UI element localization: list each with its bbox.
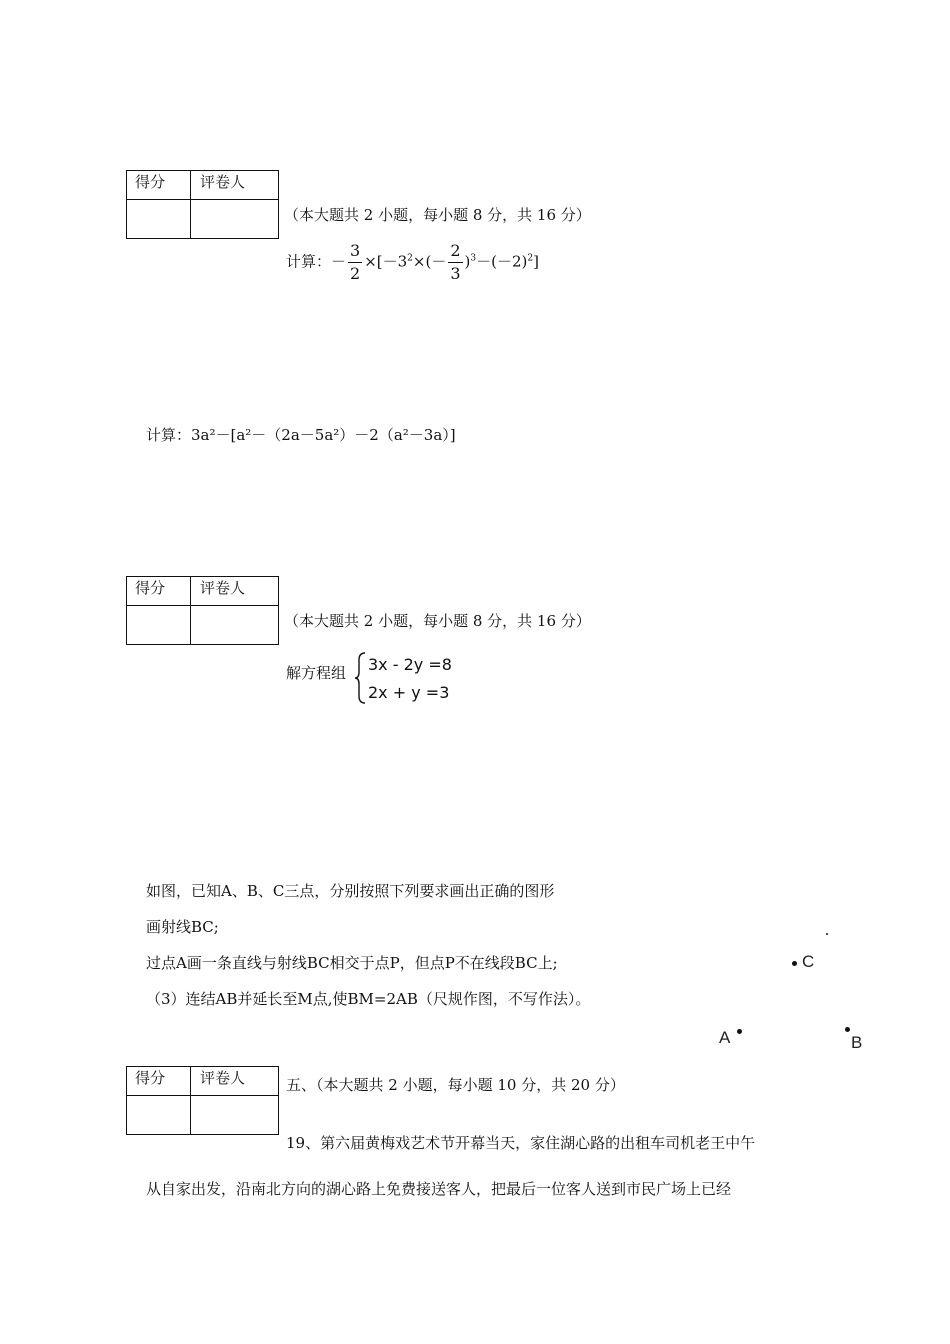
geometry-step-3: （3）连结AB并延长至M点,使BM=2AB（尺规作图，不写作法）。 xyxy=(146,990,591,1008)
score-cell[interactable] xyxy=(127,606,191,645)
geometry-intro: 如图，已知A、B、C三点，分别按照下列要求画出正确的图形 xyxy=(146,882,555,900)
fraction-denominator: 3 xyxy=(450,264,461,283)
score-header: 得分 xyxy=(127,171,191,200)
fraction-3-2 xyxy=(348,240,362,285)
fraction-numerator: 2 xyxy=(448,240,462,263)
geometry-step-2: 过点A画一条直线与射线BC相交于点P，但点P不在线段BC上; xyxy=(146,954,558,972)
score-header: 得分 xyxy=(127,577,191,606)
question-calc-1 xyxy=(286,240,539,285)
q1-exponent: 2 xyxy=(407,253,413,264)
fraction-2-3 xyxy=(448,240,462,285)
stray-mark xyxy=(826,933,828,935)
grader-cell[interactable] xyxy=(191,1096,279,1135)
point-b-dot xyxy=(845,1027,850,1032)
q1-prefix: 计算：－ xyxy=(286,252,347,271)
q1-mid3: ) xyxy=(464,252,471,271)
q1-tail: －(－2) xyxy=(476,252,528,271)
q1-end: ] xyxy=(533,252,539,271)
point-c-label: C xyxy=(802,952,815,971)
geometry-step-1: 画射线BC; xyxy=(146,918,219,936)
q1-mid2: ×(－ xyxy=(412,252,447,271)
grader-header: 评卷人 xyxy=(191,1067,279,1096)
score-cell[interactable] xyxy=(127,1096,191,1135)
grader-cell[interactable] xyxy=(191,606,279,645)
question-calc-2: 计算：3a²－[a²－（2a－5a²）－2（a²－3a）] xyxy=(146,426,456,444)
equation-system-label: 解方程组 xyxy=(286,664,347,682)
equation-2: 2x + y =3 xyxy=(368,683,450,702)
point-b-label: B xyxy=(851,1033,863,1052)
grader-header: 评卷人 xyxy=(191,577,279,606)
score-header: 得分 xyxy=(127,1067,191,1096)
q1-exponent: 2 xyxy=(527,253,534,264)
brace-icon xyxy=(355,652,367,704)
point-a-label: A xyxy=(719,1028,731,1047)
fraction-denominator: 2 xyxy=(350,264,361,283)
score-table-1 xyxy=(126,170,279,239)
q1-mid: ×[－3 xyxy=(364,252,408,271)
problem-19-line-1: 19、第六届黄梅戏艺术节开幕当天，家住湖心路的出租车司机老王中午 xyxy=(286,1134,756,1152)
q1-exponent: 3 xyxy=(470,253,477,264)
grader-header: 评卷人 xyxy=(191,171,279,200)
score-table-2 xyxy=(126,576,279,645)
section5-header: 五、（本大题共 2 小题，每小题 10 分，共 20 分） xyxy=(286,1076,625,1094)
point-c-dot xyxy=(792,961,797,966)
fraction-numerator: 3 xyxy=(348,240,362,263)
section4-header: （本大题共 2 小题，每小题 8 分，共 16 分） xyxy=(284,612,591,630)
problem-19-line-2: 从自家出发，沿南北方向的湖心路上免费接送客人，把最后一位客人送到市民广场上已经 xyxy=(146,1180,732,1198)
score-cell[interactable] xyxy=(127,200,191,239)
equation-1: 3x - 2y =8 xyxy=(368,655,452,674)
point-a-dot xyxy=(737,1029,742,1034)
section3-header: （本大题共 2 小题，每小题 8 分，共 16 分） xyxy=(284,206,591,224)
grader-cell[interactable] xyxy=(191,200,279,239)
score-table-3 xyxy=(126,1066,279,1135)
